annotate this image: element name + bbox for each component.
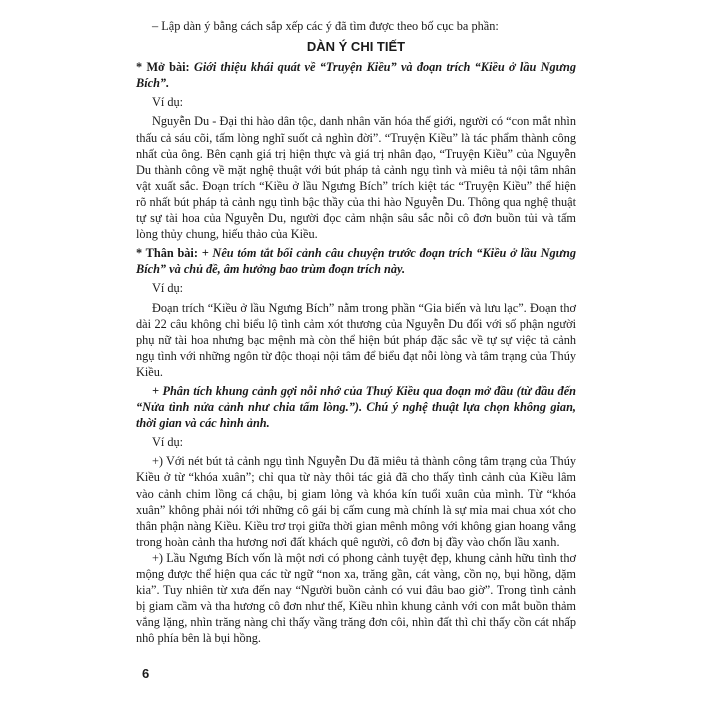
than-bai-example: Đoạn trích “Kiều ở lầu Ngưng Bích” nằm trong phần “Gia biến và lưu lạc”. Đoạn thơ dài 22 câu không chỉ biểu lộ tình cảm xót thương của Nguyễn Du đối với số phận người phụ nữ tài hoa nhưng bạc mệnh mà còn thể hiện bút pháp đặc sắc về tự sự việc tả cảnh ngụ tình với những ngôn từ độc thoại nội tâm để biểu đạt nỗi lòng và tâm trạng của Thúy Kiều. <box>136 300 576 379</box>
than-bai-heading <box>136 245 576 277</box>
than-bai-example-label-2: Ví dụ: <box>152 435 184 450</box>
than-bai-para-1: +) Với nét bút tả cảnh ngụ tình Nguyễn Du đã miêu tả thành công tâm trạng của Thúy Kiều ở từ “khóa xuân”; chỉ qua từ này thôi tác giả đã cho thấy tình cảnh của Kiều lâm vào cảnh chim lồng cá chậu, bị giam lỏng và khóa kín tuổi xuân của mình. Từ “khóa xuân” không phải nói tới những cô gái bị cấm cung mà chính là sự mỉa mai chua xót cho thân phận nàng Kiều. Kiều trơ trọi giữa thời gian mênh mông với không gian hoang vắng trong hoàn cảnh tha hương nơi đất khách quê người, cô đơn bị đầy vào chốn lầu xanh. <box>136 454 576 549</box>
than-bai-sub-point: + Phân tích khung cảnh gợi nỗi nhớ của Thuý Kiều qua đoạn mở đầu (từ đầu đến “Nửa tình nửa cảnh như chia tấm lòng.”). Chú ý nghệ thuật lựa chọn không gian, thời gian và các hình ảnh. <box>136 383 576 431</box>
mo-bai-desc: Giới thiệu khái quát về “Truyện Kiều” và đoạn trích “Kiều ở lầu Ngưng Bích”. <box>136 60 576 91</box>
than-bai-para-2: +) Lầu Ngưng Bích vốn là một nơi có phong cảnh tuyệt đẹp, khung cảnh hữu tình thơ mộng được thể hiện qua các từ ngữ “non xa, trăng gần, cát vàng, cồn nọ, bụi hồng, dặm kia”. Tuy nhiên từ xưa đến nay “Người buồn cảnh có vui đâu bao giờ”. Trong tình cảnh bị giam cầm và tha hương cô đơn như thế, Kiều nhìn khung cảnh với con mắt buồn thảm vắng lặng, nhìn trăng nàng chỉ thấy vầng trăng đơn côi, nhìn đất thì chỉ thấy cồn cát nhấp nhô phía bên là bụi hồng. <box>136 550 576 646</box>
intro-line: – Lập dàn ý bằng cách sắp xếp các ý đã tìm được theo bố cục ba phần: <box>152 19 499 33</box>
mo-bai-lead: * Mở bài: <box>136 60 194 75</box>
mo-bai-example: Nguyễn Du - Đại thi hào dân tộc, danh nhân văn hóa thế giới, người có “con mắt nhìn thấu cả sáu cõi, tấm lòng nghĩ suốt cả nghìn đời”. “Truyện Kiều” là tác phẩm thành công nhất của ông. Bên cạnh giá trị hiện thực và giá trị nhân đạo, “Truyện Kiều” của Nguyễn Du thành công về mặt nghệ thuật với bút pháp tả cảnh ngụ tình và miêu tả nội tâm nhân vật xuất sắc. Đoạn trích “Kiều ở lầu Ngưng Bích” trích kiệt tác “Truyện Kiều” thể hiện rõ nhất bút pháp tả cảnh ngụ tình bậc thầy của thi hào Nguyễn Du. Thông qua nghệ thuật tự sự tài hoa của Nguyễn Du, người đọc cảm nhận sâu sắc nỗi cô đơn buồn tủi và tấm lòng thủy chung, hiếu thảo của Kiều. <box>136 114 576 242</box>
than-bai-lead: * Thân bài: <box>136 246 202 261</box>
heading: DÀN Ý CHI TIẾT <box>306 39 406 55</box>
mo-bai-example-label: Ví dụ: <box>152 95 184 110</box>
than-bai-desc: + Nêu tóm tắt bối cảnh câu chuyện trước đoạn trích “Kiều ở lầu Ngưng Bích” và chủ đề, âm hưởng bao trùm đoạn trích này. <box>136 246 576 277</box>
page-number: 6 <box>142 666 150 681</box>
mo-bai-heading <box>136 59 576 91</box>
than-bai-example-label: Ví dụ: <box>152 281 184 296</box>
document-page <box>136 18 576 646</box>
